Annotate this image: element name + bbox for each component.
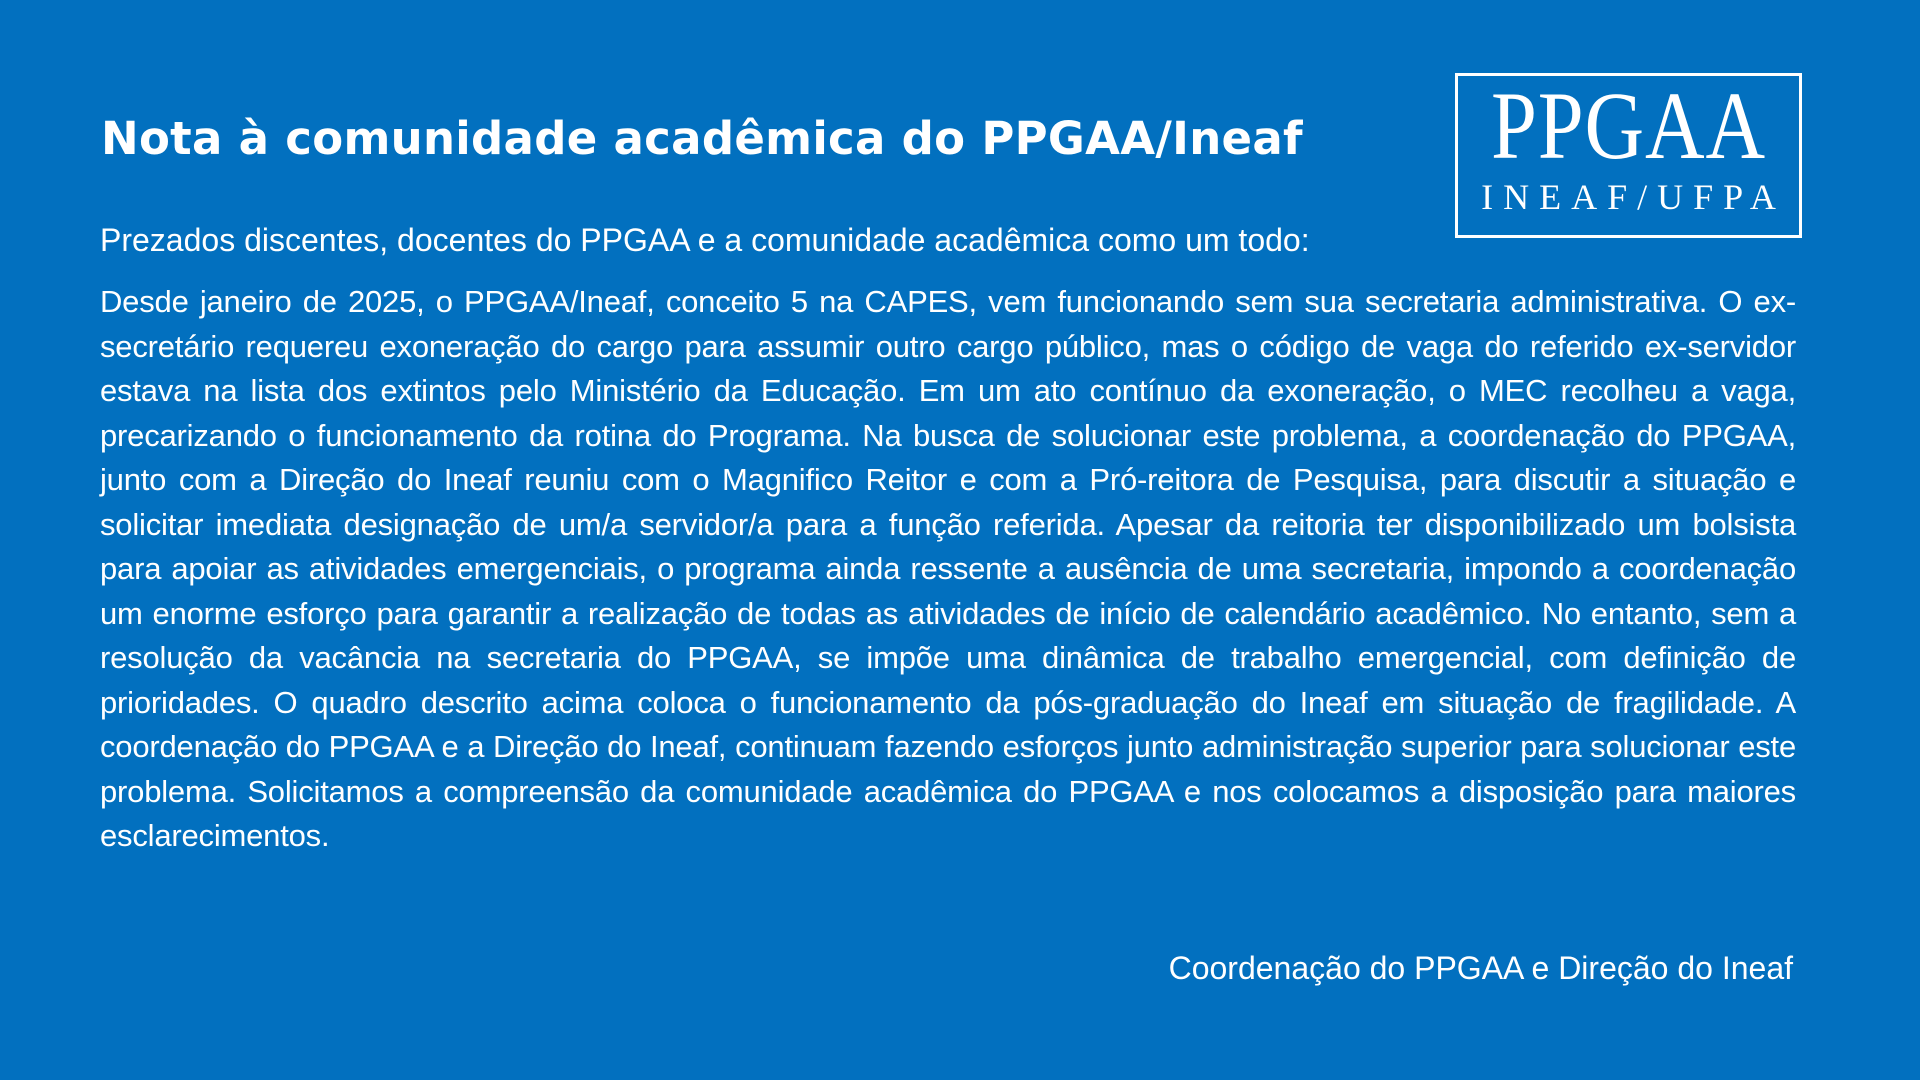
greeting-text: Prezados discentes, docentes do PPGAA e a comunidade acadêmica como um todo: xyxy=(100,222,1310,258)
page-title: Nota à comunidade acadêmica do PPGAA/Ineaf xyxy=(101,112,1303,165)
logo-sub-text: INEAF/UFPA xyxy=(1481,177,1786,217)
logo-main-text: PPGAA xyxy=(1490,72,1766,179)
signature-text: Coordenação do PPGAA e Direção do Ineaf xyxy=(1168,950,1793,986)
body-paragraph: Desde janeiro de 2025, o PPGAA/Ineaf, conceito 5 na CAPES, vem funcionando sem sua secretaria administrativa. O ex-secretário requereu exoneração do cargo para assumir outro cargo público, mas o código de vaga do referido ex-servidor estava na lista dos extintos pelo Ministério da Educação. Em um ato contínuo da exoneração, o MEC recolheu a vaga, precarizando o funcionamento da rotina do Programa. Na busca de solucionar este problema, a coordenação do PPGAA, junto com a Direção do Ineaf reuniu com o Magnifico Reitor e com a Pró-reitora de Pesquisa, para discutir a situação e solicitar imediata designação de um/a servidor/a para a função referida. Apesar da reitoria ter disponibilizado um bolsista para apoiar as atividades emergenciais, o programa ainda ressente a ausência de uma secretaria, impondo a coordenação um enorme esforço para garantir a realização de todas as atividades de início de calendário acadêmico. No entanto, sem a resolução da vacância na secretaria do PPGAA, se impõe uma dinâmica de trabalho emergencial, com definição de prioridades. O quadro descrito acima coloca o funcionamento da pós-graduação do Ineaf em situação de fragilidade. A coordenação do PPGAA e a Direção do Ineaf, continuam fazendo esforços junto administração superior para solucionar este problema. Solicitamos a compreensão da comunidade acadêmica do PPGAA e nos colocamos a disposição para maiores esclarecimentos. xyxy=(100,284,1796,853)
ppgaa-logo xyxy=(1455,73,1802,238)
